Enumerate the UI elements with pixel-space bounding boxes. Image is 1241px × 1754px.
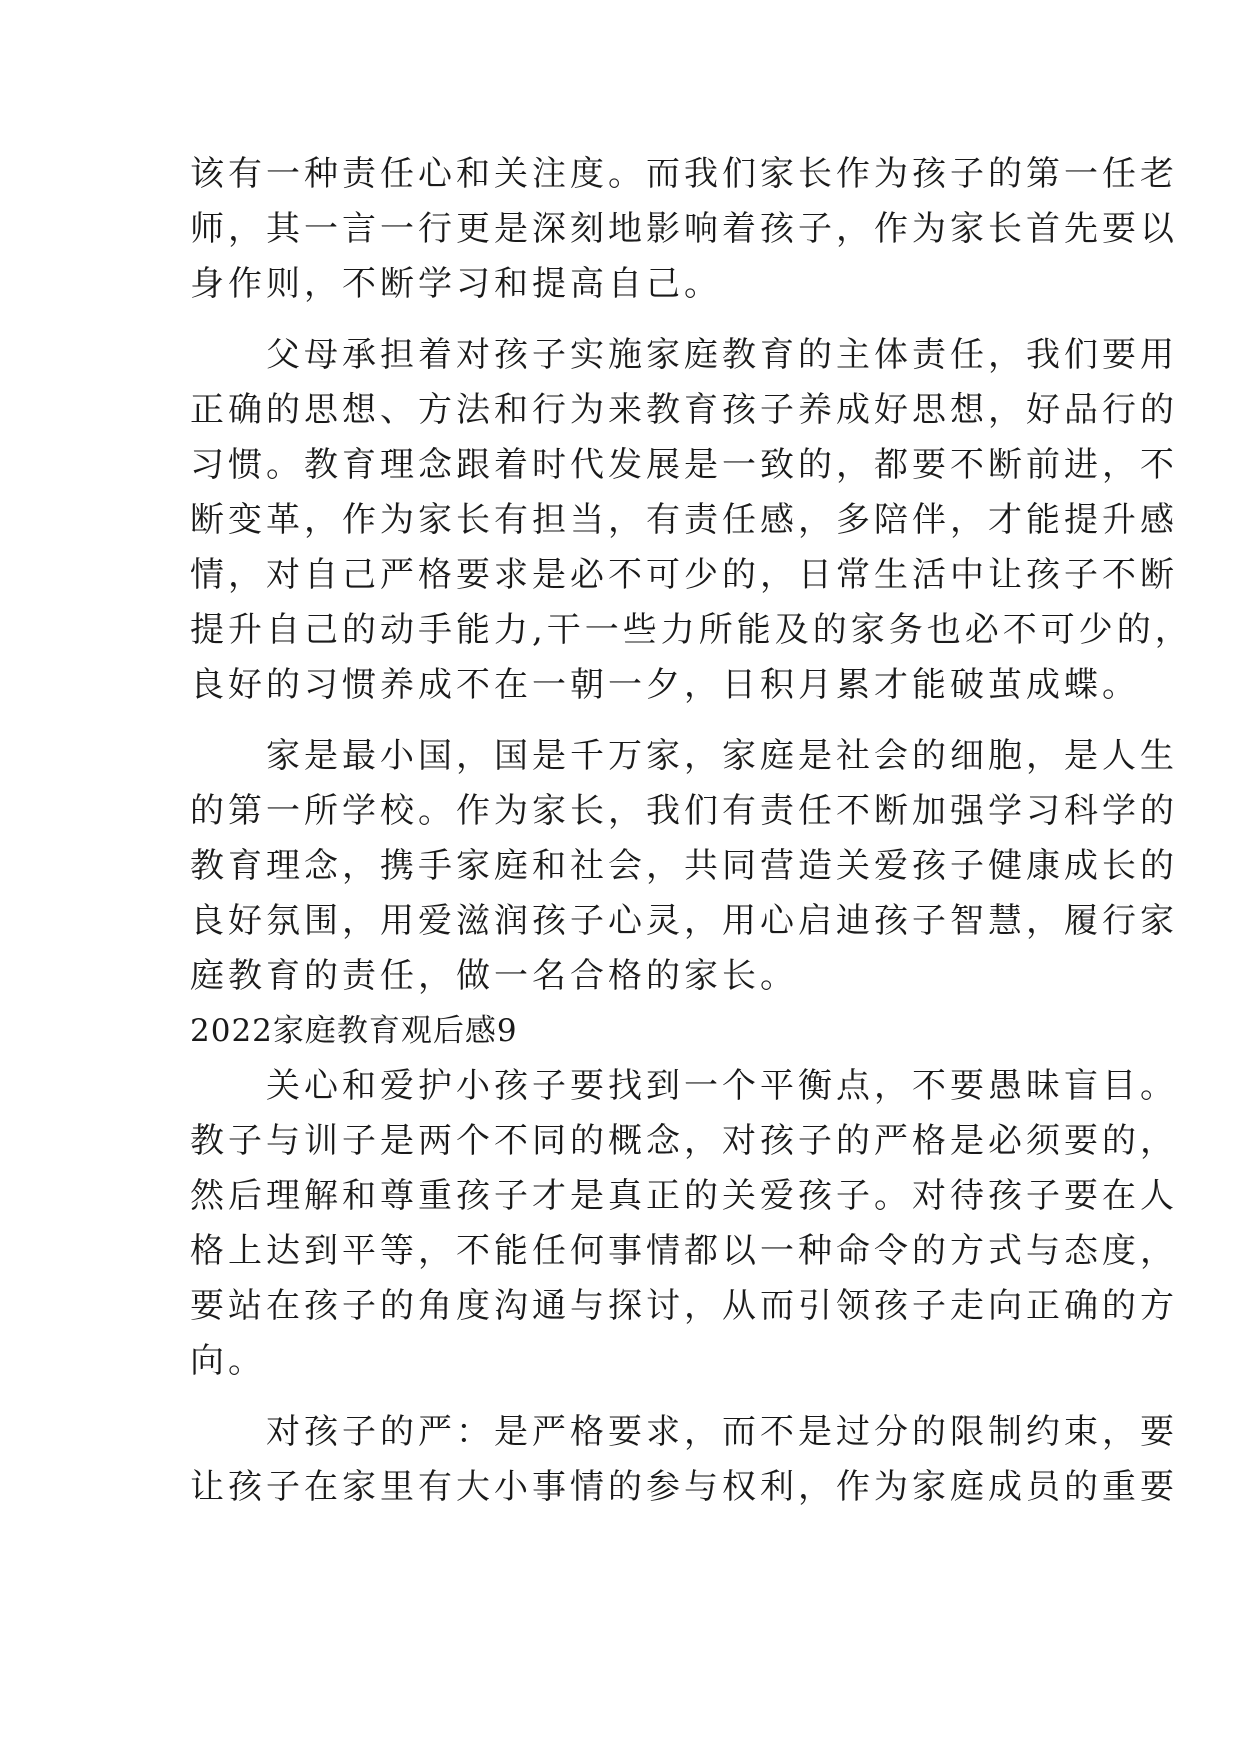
- text-line: 身作则，不断学习和提高自己。: [190, 264, 722, 304]
- text-line: 家是最小国，国是千万家，家庭是社会的细胞，是人生: [190, 736, 1178, 776]
- text-line: 让孩子在家里有大小事情的参与权利，作为家庭成员的重要: [190, 1467, 1178, 1507]
- paragraph: [190, 1059, 1178, 1389]
- text-line: 该有一种责任心和关注度。而我们家长作为孩子的第一任老: [190, 154, 1178, 194]
- text-line: 关心和爱护小孩子要找到一个平衡点，不要愚昧盲目。: [190, 1066, 1178, 1106]
- paragraph: [190, 1405, 1178, 1515]
- text-line: 正确的思想、方法和行为来教育孩子养成好思想，好品行的: [190, 390, 1178, 430]
- document-body: [190, 147, 1193, 1515]
- text-line: 断变革，作为家长有担当，有责任感，多陪伴，才能提升感: [190, 500, 1178, 540]
- text-line: 教子与训子是两个不同的概念，对孩子的严格是必须要的，: [190, 1121, 1178, 1161]
- text-line: 师，其一言一行更是深刻地影响着孩子，作为家长首先要以: [190, 209, 1178, 249]
- text-line: 情，对自己严格要求是必不可少的，日常生活中让孩子不断: [190, 555, 1178, 595]
- text-line: 庭教育的责任，做一名合格的家长。: [190, 956, 798, 996]
- section-heading: 2022家庭教育观后感9: [190, 1013, 518, 1049]
- text-line: 向。: [190, 1341, 266, 1381]
- text-line: 要站在孩子的角度沟通与探讨，从而引领孩子走向正确的方: [190, 1286, 1178, 1326]
- paragraph: [190, 328, 1193, 713]
- text-line: 提升自己的动手能力,干一些力所能及的家务也必不可少的，: [190, 610, 1193, 650]
- text-line: 对孩子的严：是严格要求，而不是过分的限制约束，要: [190, 1412, 1178, 1452]
- text-line: 的第一所学校。作为家长，我们有责任不断加强学习科学的: [190, 791, 1178, 831]
- text-line: 格上达到平等，不能任何事情都以一种命令的方式与态度，: [190, 1231, 1178, 1271]
- text-line: 然后理解和尊重孩子才是真正的关爱孩子。对待孩子要在人: [190, 1176, 1178, 1216]
- text-line: 教育理念，携手家庭和社会，共同营造关爱孩子健康成长的: [190, 846, 1178, 886]
- text-line: 良好的习惯养成不在一朝一夕，日积月累才能破茧成蝶。: [190, 665, 1140, 705]
- paragraph: [190, 147, 1178, 312]
- text-line: 良好氛围，用爱滋润孩子心灵，用心启迪孩子智慧，履行家: [190, 901, 1178, 941]
- text-line: 父母承担着对孩子实施家庭教育的主体责任，我们要用: [190, 335, 1178, 375]
- paragraph: [190, 729, 1178, 1004]
- text-line: 习惯。教育理念跟着时代发展是一致的，都要不断前进，不: [190, 445, 1178, 485]
